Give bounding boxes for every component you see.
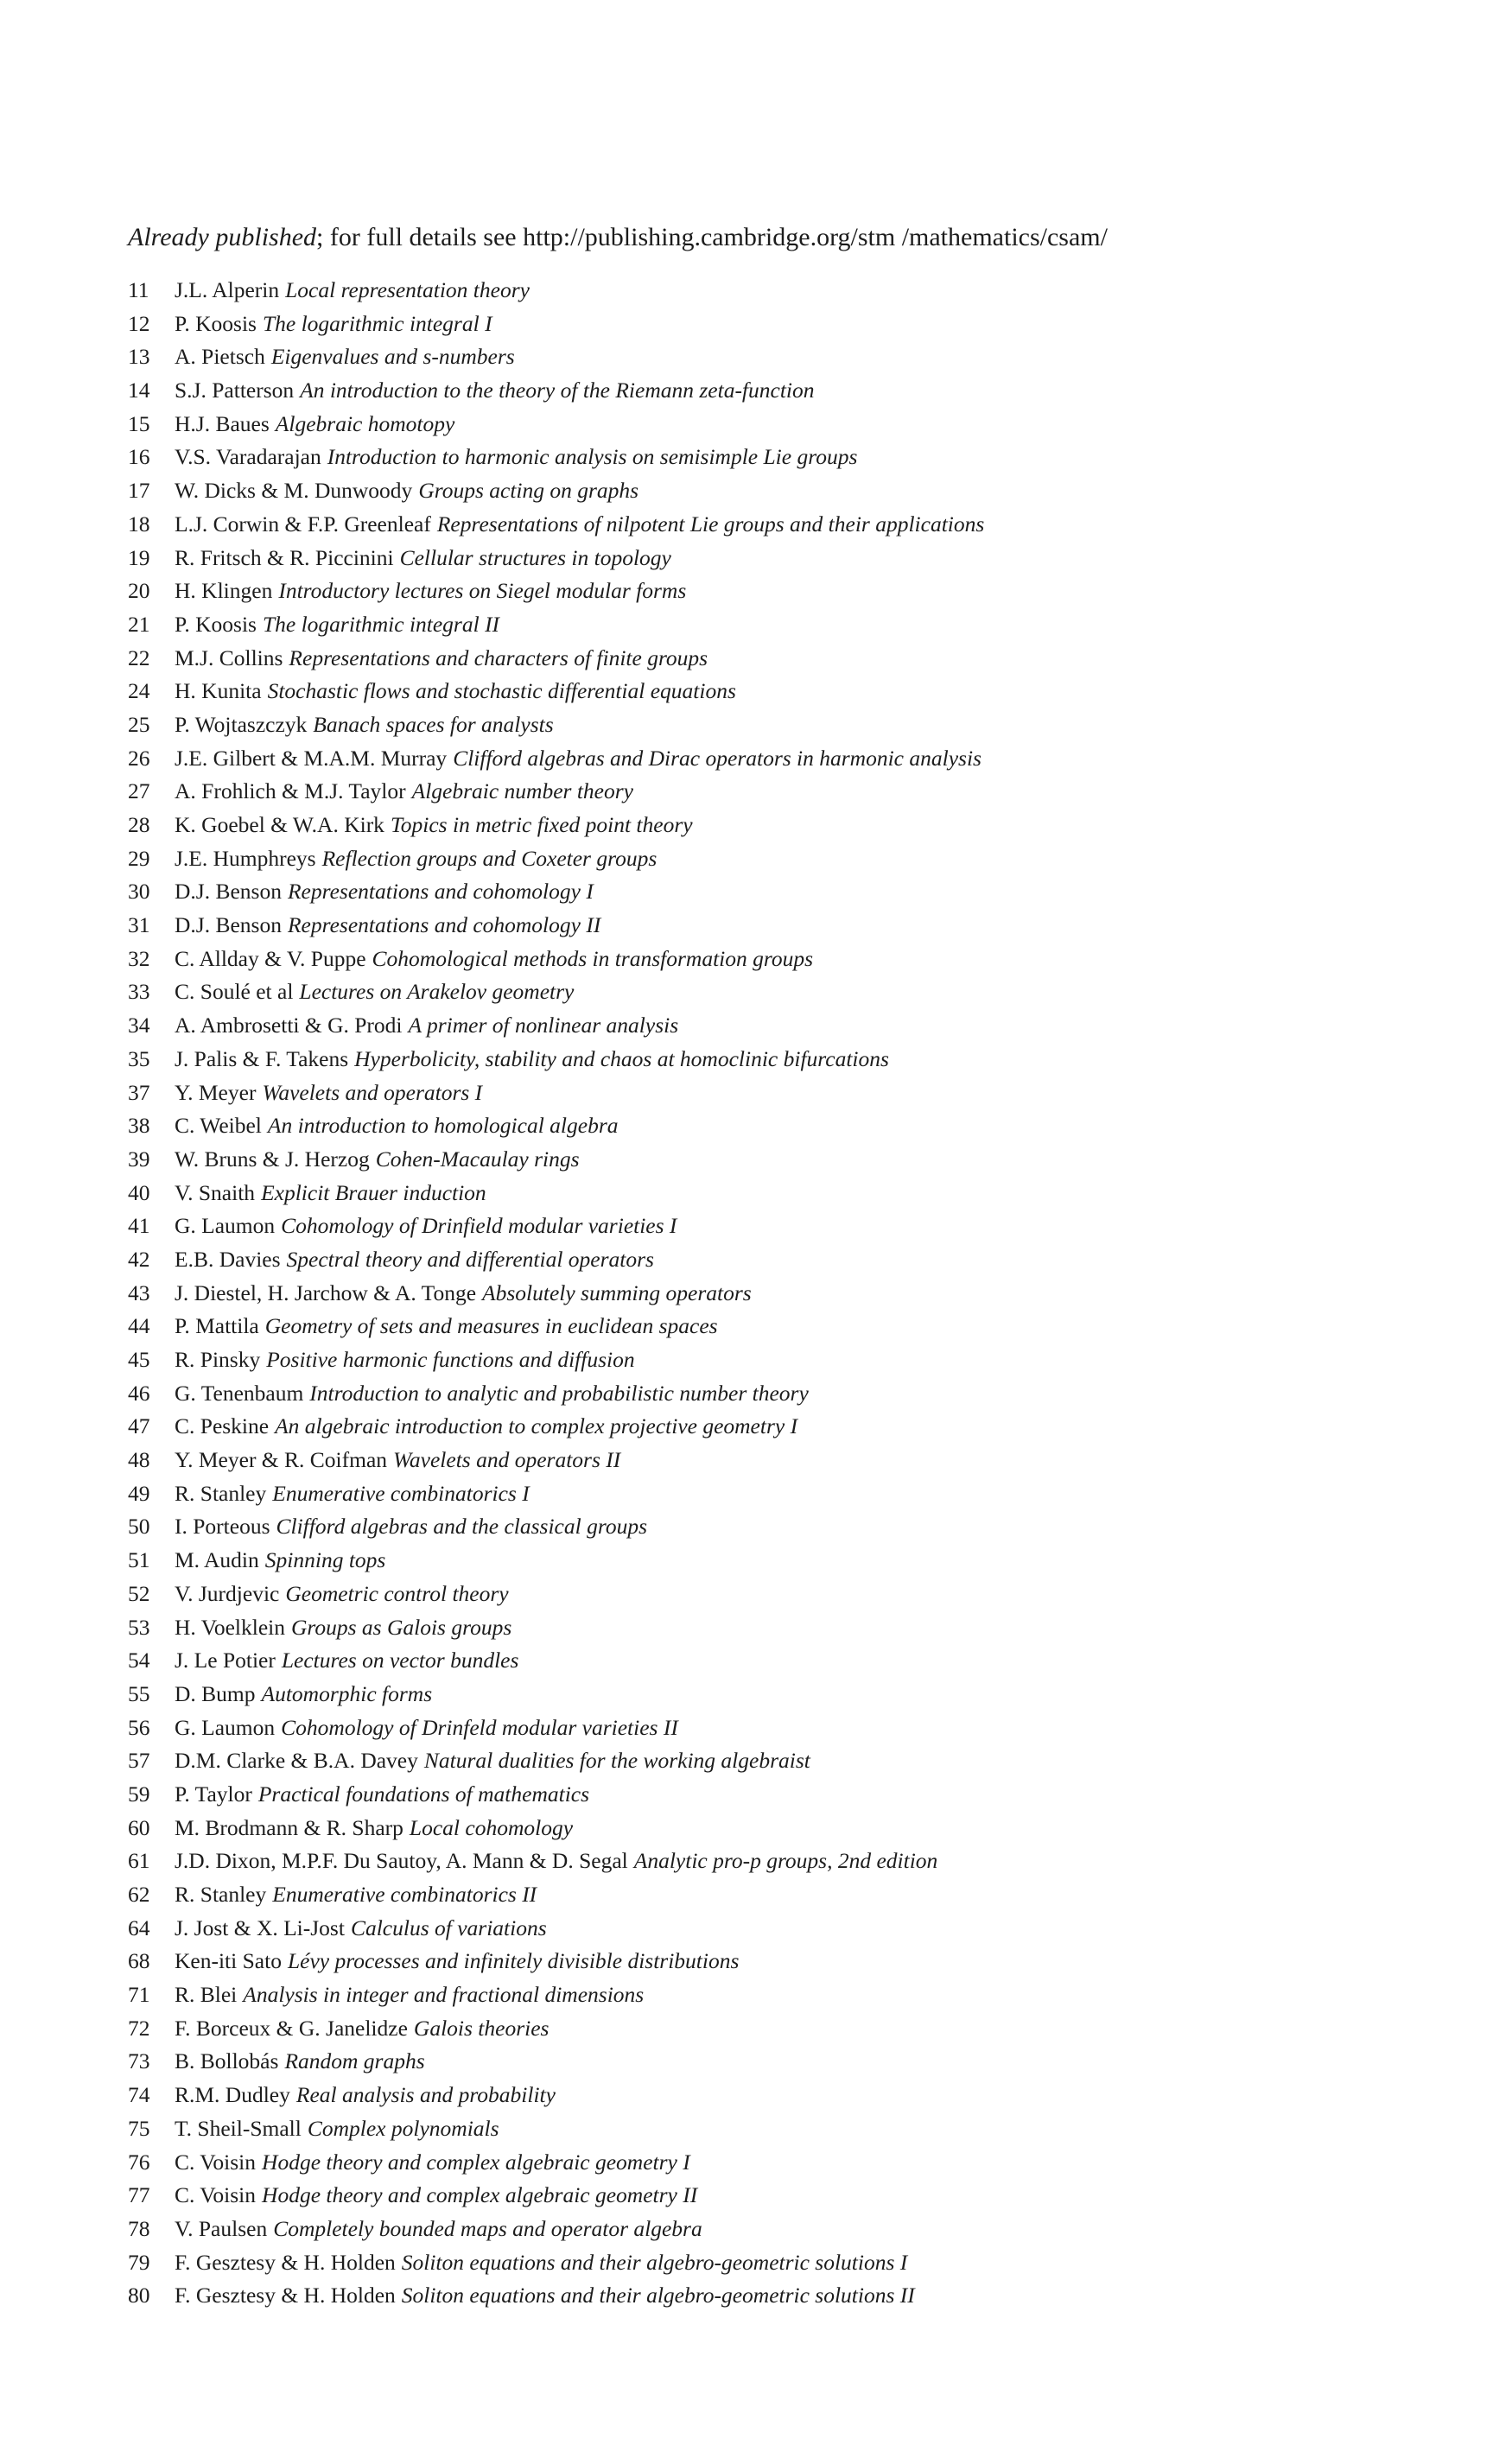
- book-authors: P. Wojtaszczyk: [175, 711, 308, 737]
- book-authors: V. Jurdjevic: [175, 1580, 280, 1606]
- book-entry: [128, 1544, 1389, 1578]
- book-entry: [128, 408, 1389, 441]
- book-title: Spectral theory and differential operators: [286, 1246, 654, 1272]
- book-title: Soliton equations and their algebro-geometric solutions II: [401, 2283, 915, 2308]
- book-title: Introductory lectures on Siegel modular forms: [278, 578, 687, 604]
- book-entry: [128, 1210, 1389, 1243]
- book-entry: [128, 2179, 1389, 2213]
- book-number: 20: [128, 578, 150, 604]
- book-title: Explicit Brauer induction: [261, 1179, 486, 1205]
- book-entry: [128, 1945, 1389, 1978]
- book-authors: L.J. Corwin & F.P. Greenleaf: [175, 511, 431, 537]
- book-entry: [128, 842, 1389, 876]
- book-title: Topics in metric fixed point theory: [390, 812, 693, 837]
- book-authors: G. Laumon: [175, 1213, 276, 1239]
- book-title: Calculus of variations: [350, 1915, 547, 1940]
- book-title: Groups acting on graphs: [418, 478, 639, 504]
- book-authors: W. Bruns & J. Herzog: [175, 1146, 370, 1172]
- book-authors: D. Bump: [175, 1680, 256, 1706]
- book-title: Real analysis and probability: [295, 2082, 556, 2108]
- book-title: Cohomology of Drinfield modular varieties I: [281, 1213, 677, 1239]
- book-entry: [128, 441, 1389, 474]
- book-number: 14: [128, 378, 150, 403]
- book-title: Enumerative combinatorics II: [272, 1882, 537, 1907]
- book-entry: [128, 1611, 1389, 1645]
- book-authors: H. Klingen: [175, 578, 273, 604]
- book-title: A primer of nonlinear analysis: [408, 1013, 679, 1038]
- book-entry: [128, 474, 1389, 508]
- book-number: 62: [128, 1882, 150, 1907]
- book-number: 49: [128, 1480, 150, 1506]
- book-authors: A. Ambrosetti & G. Prodi: [175, 1013, 403, 1038]
- book-entry: [128, 1277, 1389, 1311]
- book-number: 39: [128, 1146, 150, 1172]
- book-title: Hodge theory and complex algebraic geometry II: [262, 2182, 698, 2208]
- book-entry: [128, 1143, 1389, 1177]
- book-number: 12: [128, 310, 150, 336]
- book-authors: J.L. Alperin: [175, 277, 280, 302]
- book-entry: [128, 1812, 1389, 1845]
- book-number: 48: [128, 1447, 150, 1473]
- book-title: Soliton equations and their algebro-geometric solutions I: [401, 2249, 908, 2275]
- book-authors: T. Sheil-Small: [175, 2115, 302, 2141]
- book-authors: K. Goebel & W.A. Kirk: [175, 812, 384, 837]
- book-list: [128, 274, 1389, 2313]
- book-title: Positive harmonic functions and diffusion: [266, 1347, 635, 1372]
- book-authors: C. Weibel: [175, 1113, 262, 1139]
- book-number: 54: [128, 1648, 150, 1673]
- book-entry: [128, 2112, 1389, 2146]
- book-entry: [128, 340, 1389, 374]
- book-authors: G. Laumon: [175, 1714, 276, 1740]
- book-title: Lectures on vector bundles: [281, 1648, 519, 1673]
- book-authors: A. Pietsch: [175, 344, 265, 370]
- book-authors: J. Diestel, H. Jarchow & A. Tonge: [175, 1280, 477, 1305]
- series-list-page: [128, 220, 1389, 2313]
- book-number: 42: [128, 1246, 150, 1272]
- book-title: Complex polynomials: [307, 2115, 499, 2141]
- book-authors: Ken-iti Sato: [175, 1948, 282, 1974]
- book-entry: [128, 1043, 1389, 1076]
- book-authors: C. Allday & V. Puppe: [175, 945, 366, 971]
- book-authors: D.J. Benson: [175, 879, 282, 905]
- book-entry: [128, 1477, 1389, 1511]
- book-number: 33: [128, 979, 150, 1005]
- book-number: 43: [128, 1280, 150, 1305]
- book-number: 50: [128, 1514, 150, 1540]
- book-entry: [128, 1878, 1389, 1912]
- book-number: 68: [128, 1948, 150, 1974]
- book-authors: J.E. Humphreys: [175, 845, 316, 871]
- book-number: 18: [128, 511, 150, 537]
- book-entry: [128, 1009, 1389, 1043]
- book-number: 27: [128, 778, 150, 804]
- book-authors: F. Gesztesy & H. Holden: [175, 2249, 396, 2275]
- book-title: Representations and characters of finite groups: [289, 645, 708, 670]
- book-authors: M. Audin: [175, 1547, 259, 1573]
- book-number: 15: [128, 410, 150, 436]
- book-entry: [128, 1912, 1389, 1946]
- book-entry: [128, 2079, 1389, 2112]
- header-rest: ; for full details see http://publishing.cambridge.org/stm /mathematics/csam/: [316, 223, 1108, 251]
- book-authors: R. Stanley: [175, 1480, 267, 1506]
- book-authors: F. Gesztesy & H. Holden: [175, 2283, 396, 2308]
- book-entry: [128, 1177, 1389, 1210]
- book-authors: B. Bollobás: [175, 2048, 279, 2074]
- book-authors: D.M. Clarke & B.A. Davey: [175, 1748, 418, 1774]
- book-authors: C. Voisin: [175, 2149, 257, 2175]
- book-entry: [128, 2012, 1389, 2046]
- book-number: 35: [128, 1045, 150, 1071]
- book-number: 11: [128, 277, 149, 302]
- book-number: 22: [128, 645, 150, 670]
- book-title: Lectures on Arakelov geometry: [299, 979, 575, 1005]
- book-number: 59: [128, 1781, 150, 1807]
- book-entry: [128, 1845, 1389, 1878]
- book-entry: [128, 374, 1389, 408]
- book-number: 24: [128, 678, 150, 704]
- book-number: 73: [128, 2048, 150, 2074]
- book-entry: [128, 1243, 1389, 1277]
- book-authors: J.D. Dixon, M.P.F. Du Sautoy, A. Mann & D. Segal: [175, 1848, 628, 1874]
- book-title: Local representation theory: [285, 277, 530, 302]
- book-authors: R. Fritsch & R. Piccinini: [175, 544, 394, 570]
- book-number: 74: [128, 2082, 150, 2108]
- book-entry: [128, 1978, 1389, 2012]
- book-entry: [128, 943, 1389, 976]
- book-title: Reflection groups and Coxeter groups: [321, 845, 658, 871]
- book-title: Algebraic homotopy: [275, 410, 455, 436]
- book-title: Wavelets and operators II: [393, 1447, 621, 1473]
- book-authors: P. Mattila: [175, 1313, 259, 1339]
- book-entry: [128, 675, 1389, 708]
- book-entry: [128, 742, 1389, 776]
- series-header: [128, 220, 1389, 255]
- book-title: Eigenvalues and s-numbers: [270, 344, 515, 370]
- book-title: Analysis in integer and fractional dimensions: [243, 1982, 645, 2008]
- book-authors: G. Tenenbaum: [175, 1380, 304, 1406]
- book-number: 72: [128, 2015, 150, 2041]
- book-authors: V.S. Varadarajan: [175, 444, 321, 470]
- book-authors: R. Blei: [175, 1982, 238, 2008]
- book-authors: H. Kunita: [175, 678, 262, 704]
- book-number: 37: [128, 1079, 150, 1105]
- book-authors: V. Paulsen: [175, 2215, 268, 2241]
- book-title: Algebraic number theory: [411, 778, 633, 804]
- book-entry: [128, 1644, 1389, 1678]
- book-number: 26: [128, 745, 150, 771]
- book-entry: [128, 1744, 1389, 1778]
- book-entry: [128, 2045, 1389, 2079]
- book-entry: [128, 642, 1389, 676]
- book-authors: R. Pinsky: [175, 1347, 261, 1372]
- book-authors: A. Frohlich & M.J. Taylor: [175, 778, 406, 804]
- book-number: 45: [128, 1347, 150, 1372]
- book-title: Cohen-Macaulay rings: [375, 1146, 580, 1172]
- book-entry: [128, 542, 1389, 575]
- book-number: 51: [128, 1547, 150, 1573]
- book-authors: C. Voisin: [175, 2182, 257, 2208]
- book-number: 46: [128, 1380, 150, 1406]
- book-title: An introduction to homological algebra: [267, 1113, 619, 1139]
- book-authors: M. Brodmann & R. Sharp: [175, 1814, 403, 1840]
- book-title: Cohomological methods in transformation groups: [372, 945, 814, 971]
- book-number: 78: [128, 2215, 150, 2241]
- book-entry: [128, 274, 1389, 308]
- book-entry: [128, 1678, 1389, 1711]
- book-entry: [128, 1444, 1389, 1477]
- header-lead: Already published: [128, 223, 317, 251]
- book-title: Enumerative combinatorics I: [272, 1480, 530, 1506]
- book-title: Cohomology of Drinfeld modular varieties II: [281, 1714, 678, 1740]
- book-entry: [128, 308, 1389, 341]
- book-authors: E.B. Davies: [175, 1246, 281, 1272]
- book-number: 30: [128, 879, 150, 905]
- book-number: 34: [128, 1013, 150, 1038]
- book-authors: Y. Meyer & R. Coifman: [175, 1447, 388, 1473]
- book-entry: [128, 1343, 1389, 1377]
- book-authors: H.J. Baues: [175, 410, 270, 436]
- book-number: 55: [128, 1680, 150, 1706]
- book-title: Representations of nilpotent Lie groups and their applications: [436, 511, 985, 537]
- book-entry: [128, 809, 1389, 842]
- book-title: Hyperbolicity, stability and chaos at homoclinic bifurcations: [354, 1045, 889, 1071]
- book-authors: D.J. Benson: [175, 912, 282, 938]
- book-number: 25: [128, 711, 150, 737]
- book-authors: C. Peskine: [175, 1413, 270, 1439]
- book-entry: [128, 1711, 1389, 1745]
- book-number: 13: [128, 344, 150, 370]
- book-number: 41: [128, 1213, 150, 1239]
- book-entry: [128, 875, 1389, 909]
- book-title: Natural dualities for the working algebraist: [423, 1748, 810, 1774]
- book-number: 60: [128, 1814, 150, 1840]
- book-number: 29: [128, 845, 150, 871]
- book-number: 64: [128, 1915, 150, 1940]
- book-number: 31: [128, 912, 150, 938]
- book-number: 77: [128, 2182, 150, 2208]
- book-title: Wavelets and operators I: [262, 1079, 483, 1105]
- book-title: The logarithmic integral II: [262, 611, 500, 637]
- book-title: An introduction to the theory of the Riemann zeta-function: [300, 378, 815, 403]
- book-title: Automorphic forms: [261, 1680, 433, 1706]
- book-title: Groups as Galois groups: [290, 1614, 512, 1640]
- book-title: Representations and cohomology I: [287, 879, 594, 905]
- book-authors: I. Porteous: [175, 1514, 270, 1540]
- book-entry: [128, 1778, 1389, 1812]
- book-entry: [128, 508, 1389, 542]
- book-title: Clifford algebras and Dirac operators in harmonic analysis: [453, 745, 982, 771]
- book-authors: C. Soulé et al: [175, 979, 294, 1005]
- book-title: An algebraic introduction to complex projective geometry I: [275, 1413, 798, 1439]
- book-authors: P. Koosis: [175, 611, 257, 637]
- book-title: Lévy processes and infinitely divisible distributions: [287, 1948, 740, 1974]
- book-title: Geometric control theory: [285, 1580, 509, 1606]
- book-entry: [128, 1510, 1389, 1544]
- book-number: 61: [128, 1848, 150, 1874]
- book-title: Clifford algebras and the classical groups: [276, 1514, 647, 1540]
- book-number: 56: [128, 1714, 150, 1740]
- book-entry: [128, 975, 1389, 1009]
- book-entry: [128, 1310, 1389, 1343]
- book-title: Geometry of sets and measures in euclidean spaces: [264, 1313, 718, 1339]
- book-authors: F. Borceux & G. Janelidze: [175, 2015, 408, 2041]
- book-entry: [128, 1109, 1389, 1143]
- book-entry: [128, 2279, 1389, 2313]
- book-number: 76: [128, 2149, 150, 2175]
- book-number: 32: [128, 945, 150, 971]
- book-number: 47: [128, 1413, 150, 1439]
- book-entry: [128, 1410, 1389, 1444]
- book-number: 28: [128, 812, 150, 837]
- book-title: Stochastic flows and stochastic differential equations: [267, 678, 736, 704]
- book-title: Introduction to harmonic analysis on semisimple Lie groups: [327, 444, 858, 470]
- book-entry: [128, 2146, 1389, 2180]
- book-number: 80: [128, 2283, 150, 2308]
- book-title: Representations and cohomology II: [287, 912, 601, 938]
- book-title: Local cohomology: [409, 1814, 574, 1840]
- book-title: The logarithmic integral I: [262, 310, 492, 336]
- book-authors: P. Koosis: [175, 310, 257, 336]
- book-number: 79: [128, 2249, 150, 2275]
- book-number: 53: [128, 1614, 150, 1640]
- book-authors: W. Dicks & M. Dunwoody: [175, 478, 413, 504]
- book-entry: [128, 775, 1389, 809]
- book-authors: J. Le Potier: [175, 1648, 276, 1673]
- book-authors: J. Jost & X. Li-Jost: [175, 1915, 345, 1940]
- book-number: 40: [128, 1179, 150, 1205]
- book-authors: J. Palis & F. Takens: [175, 1045, 349, 1071]
- book-entry: [128, 608, 1389, 642]
- book-title: Introduction to analytic and probabilistic number theory: [309, 1380, 809, 1406]
- book-entry: [128, 1076, 1389, 1110]
- book-entry: [128, 575, 1389, 608]
- book-title: Absolutely summing operators: [482, 1280, 752, 1305]
- book-entry: [128, 708, 1389, 742]
- book-entry: [128, 1578, 1389, 1611]
- book-title: Cellular structures in topology: [399, 544, 671, 570]
- book-number: 38: [128, 1113, 150, 1139]
- book-authors: V. Snaith: [175, 1179, 256, 1205]
- book-authors: H. Voelklein: [175, 1614, 285, 1640]
- book-number: 16: [128, 444, 150, 470]
- book-entry: [128, 2246, 1389, 2280]
- book-authors: Y. Meyer: [175, 1079, 257, 1105]
- book-number: 71: [128, 1982, 150, 2008]
- book-number: 19: [128, 544, 150, 570]
- book-entry: [128, 1377, 1389, 1411]
- book-number: 52: [128, 1580, 150, 1606]
- book-title: Hodge theory and complex algebraic geometry I: [262, 2149, 690, 2175]
- book-authors: J.E. Gilbert & M.A.M. Murray: [175, 745, 448, 771]
- book-authors: P. Taylor: [175, 1781, 252, 1807]
- book-number: 75: [128, 2115, 150, 2141]
- book-title: Galois theories: [413, 2015, 550, 2041]
- book-authors: S.J. Patterson: [175, 378, 295, 403]
- book-title: Random graphs: [284, 2048, 425, 2074]
- book-title: Completely bounded maps and operator algebra: [273, 2215, 702, 2241]
- book-authors: R. Stanley: [175, 1882, 267, 1907]
- book-entry: [128, 2213, 1389, 2246]
- book-entry: [128, 909, 1389, 943]
- book-authors: R.M. Dudley: [175, 2082, 290, 2108]
- book-number: 21: [128, 611, 150, 637]
- book-authors: M.J. Collins: [175, 645, 283, 670]
- book-title: Analytic pro-p groups, 2nd edition: [633, 1848, 938, 1874]
- book-title: Banach spaces for analysts: [313, 711, 554, 737]
- book-title: Spinning tops: [264, 1547, 386, 1573]
- book-number: 17: [128, 478, 150, 504]
- book-number: 44: [128, 1313, 150, 1339]
- book-title: Practical foundations of mathematics: [257, 1781, 590, 1807]
- book-number: 57: [128, 1748, 150, 1774]
